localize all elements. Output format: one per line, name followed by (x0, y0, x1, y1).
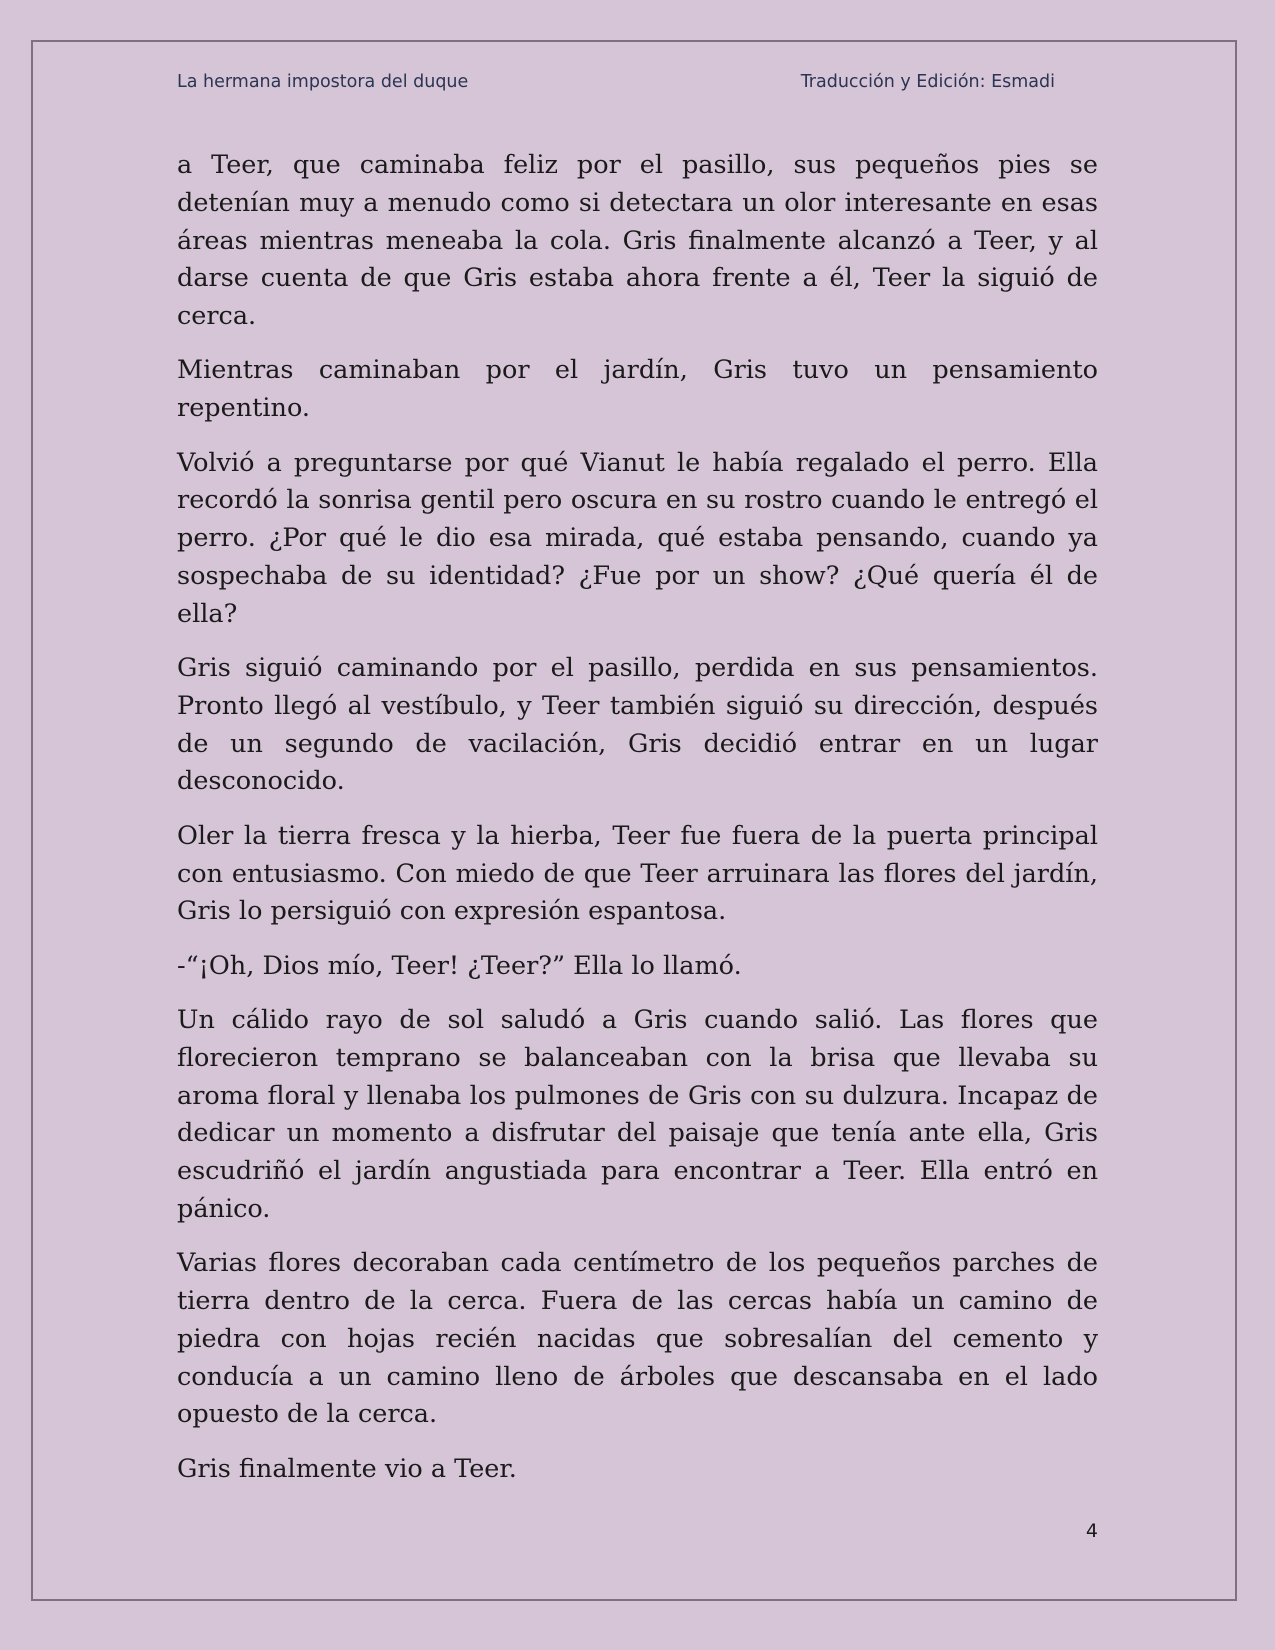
paragraph: Gris finalmente vio a Teer. (177, 1453, 517, 1484)
paragraph: Volvió a preguntarse por qué Vianut le había regalado el perro. Ella recordó la sonrisa gentil pero oscura en su rostro cuando le entregó el perro. ¿Por qué le dio esa mirada, qué estaba pensando, cuando ya sospechaba de su identidad? ¿Fue por un show? ¿Qué quería él de ella? (177, 447, 1098, 629)
page-number: 4 (1085, 1520, 1098, 1542)
header-book-title: La hermana impostora del duque (177, 72, 469, 92)
page-body (177, 147, 1098, 1505)
page-header (177, 72, 1057, 102)
paragraph: -“¡Oh, Dios mío, Teer! ¿Teer?” Ella lo llamó. (177, 950, 742, 981)
header-translation-credit: Traducción y Edición: Esmadi (800, 72, 1055, 92)
paragraph: Mientras caminaban por el jardín, Gris tuvo un pensamiento repentino. (177, 355, 1098, 424)
paragraph: Gris siguió caminando por el pasillo, perdida en sus pensamientos. Pronto llegó al vestíbulo, y Teer también siguió su dirección, después de un segundo de vacilación, Gris decidió entrar en un lugar desconocido. (177, 653, 1098, 797)
paragraph: Varias flores decoraban cada centímetro de los pequeños parches de tierra dentro de la cerca. Fuera de las cercas había un camino de piedra con hojas recién nacidas que sobresalían del cemento y conducía a un camino lleno de árboles que descansaba en el lado opuesto de la cerca. (177, 1248, 1098, 1430)
paragraph: Un cálido rayo de sol saludó a Gris cuando salió. Las flores que florecieron temprano se balanceaban con la brisa que llevaba su aroma floral y llenaba los pulmones de Gris con su dulzura. Incapaz de dedicar un momento a disfrutar del paisaje que tenía ante ella, Gris escudriñó el jardín angustiada para encontrar a Teer. Ella entró en pánico. (177, 1004, 1098, 1224)
paragraph: a Teer, que caminaba feliz por el pasillo, sus pequeños pies se detenían muy a menudo como si detectara un olor interesante en esas áreas mientras meneaba la cola. Gris finalmente alcanzó a Teer, y al darse cuenta de que Gris estaba ahora frente a él, Teer la siguió de cerca. (177, 150, 1098, 332)
paragraph: Oler la tierra fresca y la hierba, Teer fue fuera de la puerta principal con entusiasmo. Con miedo de que Teer arruinara las flores del jardín, Gris lo persiguió con expresión espantosa. (177, 820, 1098, 927)
